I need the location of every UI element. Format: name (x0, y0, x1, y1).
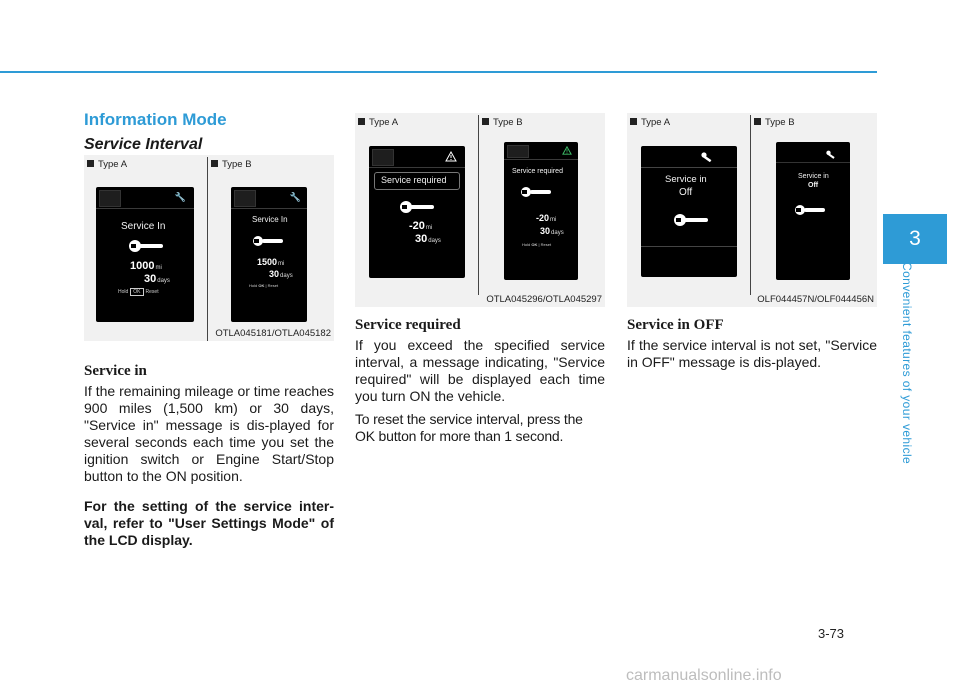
wrench-icon (252, 235, 284, 247)
screen-heading: Service in (798, 173, 829, 180)
screen-heading: Service required (512, 168, 563, 175)
screen-type-b (776, 142, 850, 280)
service-in-heading: Service in (84, 363, 147, 379)
wrench-icon (701, 152, 713, 162)
wrench-icon (520, 186, 552, 198)
side-title: Convenient features of your vehicle (900, 262, 914, 465)
screen-type-a (96, 187, 194, 322)
figure-code: OLF044457N/OLF044456N (757, 294, 874, 305)
type-a-label: Type A (87, 159, 127, 170)
screen-heading: Service required (381, 175, 447, 185)
screen-type-b (504, 142, 578, 280)
service-required-heading: Service required (355, 317, 461, 333)
screen-heading: Service In (121, 221, 166, 232)
column-1-headings (84, 110, 334, 155)
square-bullet-icon (87, 160, 94, 167)
section-title: Information Mode (84, 110, 227, 129)
column-2-body (355, 316, 605, 445)
screen-heading-off: Off (679, 187, 693, 198)
figure-service-required (355, 113, 605, 307)
screen-type-a (641, 146, 737, 277)
screen-hold-reset: Hold OK | Reset (249, 283, 279, 288)
figure-divider (207, 157, 208, 341)
chapter-tab: 3 (883, 214, 947, 264)
service-off-paragraph: If the service interval is not set, "Service in OFF" message is dis-played. (627, 337, 877, 370)
screen-mode-box (372, 149, 394, 166)
figure-divider (750, 115, 751, 295)
screen-mode-box (234, 190, 256, 207)
screen-type-b (231, 187, 307, 322)
figure-code: OTLA045181/OTLA045182 (215, 328, 331, 339)
screen-hold-reset: Hold OK Reset (118, 289, 159, 295)
wrench-icon (794, 204, 826, 216)
screen-divider (641, 246, 737, 247)
wrench-icon (128, 239, 164, 253)
service-reset-paragraph: To reset the service interval, press the OK button for more than 1 second. (355, 411, 583, 444)
header-rule (0, 71, 877, 73)
wrench-icon (826, 150, 836, 159)
type-b-label: Type B (754, 117, 795, 128)
service-off-heading: Service in OFF (627, 317, 724, 333)
type-a-label: Type A (358, 117, 398, 128)
square-bullet-icon (482, 118, 489, 125)
square-bullet-icon (358, 118, 365, 125)
watermark: carmanualsonline.info (626, 667, 782, 684)
square-bullet-icon (211, 160, 218, 167)
screen-mode-box (99, 190, 121, 207)
warning-icon (445, 151, 457, 162)
screen-mileage: 1500mi (257, 257, 285, 267)
figure-service-in (84, 155, 334, 341)
sub-title: Service Interval (84, 136, 203, 153)
screen-type-a (369, 146, 465, 278)
wrench-icon (399, 200, 435, 214)
type-a-label: Type A (630, 117, 670, 128)
figure-service-off (627, 113, 877, 307)
screen-heading: Service In (252, 215, 288, 224)
warning-icon (562, 146, 572, 155)
screen-heading-off: Off (808, 182, 819, 189)
screen-mileage: -20mi (409, 220, 433, 232)
column-3-body (627, 316, 877, 371)
service-required-paragraph: If you exceed the specified service interval, a message indicating, "Service required" will be displayed each time you turn ON the vehicle. (355, 337, 605, 404)
column-1-body (84, 362, 334, 549)
wrench-icon: 🔧 (174, 192, 186, 202)
screen-topbar (231, 187, 307, 209)
figure-code: OTLA045296/OTLA045297 (486, 294, 602, 305)
type-b-label: Type B (482, 117, 523, 128)
screen-mode-box (507, 145, 529, 158)
screen-mileage: 1000mi (130, 260, 162, 272)
screen-heading: Service in (665, 174, 707, 185)
wrench-icon (673, 213, 709, 227)
screen-days: 30days (269, 269, 293, 279)
screen-hold-reset: Hold OK | Reset (522, 242, 552, 247)
screen-days: 30days (540, 226, 564, 236)
screen-topbar (641, 146, 737, 168)
screen-days: 30days (415, 233, 441, 245)
screen-divider (776, 162, 850, 163)
service-in-note: For the setting of the service inter-val, refer to "User Settings Mode" of the LCD display. (84, 498, 334, 548)
screen-mileage: -20mi (536, 213, 557, 223)
screen-days: 30days (144, 273, 170, 285)
square-bullet-icon (630, 118, 637, 125)
service-in-paragraph: If the remaining mileage or time reaches 900 miles (1,500 km) or 30 days, "Service in" message is dis-played for several seconds each time you set the ignition switch or Engine Start/Stop button to the ON position. (84, 383, 334, 484)
wrench-icon: 🔧 (289, 192, 301, 202)
type-b-label: Type B (211, 159, 252, 170)
screen-topbar (96, 187, 194, 209)
page-number: 3-73 (818, 626, 845, 641)
square-bullet-icon (754, 118, 761, 125)
figure-divider (478, 115, 479, 295)
